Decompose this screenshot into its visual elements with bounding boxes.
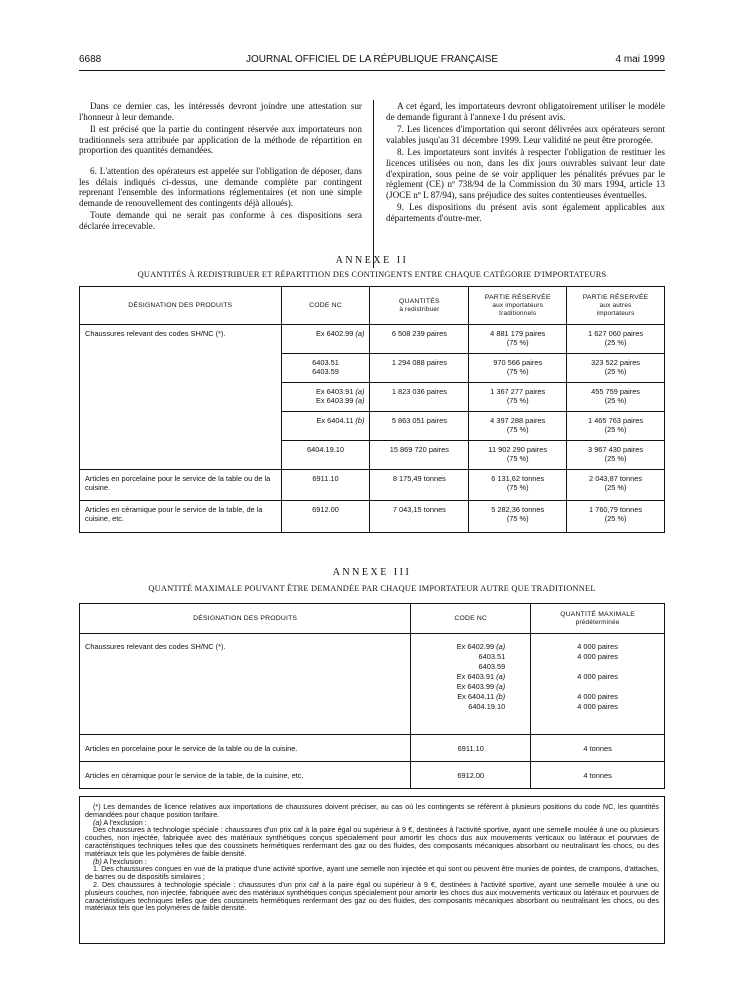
annexe-2-subtitle: QUANTITÉS À REDISTRIBUER ET RÉPARTITION DES CONTINGENTS ENTRE CHAQUE CATÉGORIE D'IMPORTATEURS	[137, 270, 607, 279]
other-share: 323 522 paires (25 %)	[567, 354, 665, 383]
intro-paragraph: 8. Les importateurs sont invités à respecter l'obligation de restituer les licences utilisées ou non, dans les dix jours ouvrables suivant leur date d'expiration, sous peine de se voir appliquer les pénalités prévues par le règlement (CE) nº 738/94 de la Commission du 30 mars 1994, article 13 (JOCE nº L 87/94), sans préjudice des suites contentieuses éventuelles.	[386, 147, 665, 200]
annexe-2-table	[79, 286, 665, 533]
page-number: 6688	[79, 54, 102, 65]
column-header: DÉSIGNATION DES PRODUITS	[80, 604, 411, 634]
table-row	[80, 470, 665, 501]
traditional-share: 1 367 277 paires (75 %)	[469, 383, 567, 412]
max-quantity: 4 tonnes	[531, 762, 665, 789]
traditional-share: 5 282,36 tonnes (75 %)	[469, 501, 567, 533]
code-nc: 6912.00	[411, 762, 531, 789]
max-quantity-list: 4 000 paires 4 000 paires 4 000 paires 4 000 paires 4 000 paires	[531, 634, 665, 735]
quantity: 1 294 088 paires	[370, 354, 469, 383]
other-share: 1 760,79 tonnes (25 %)	[567, 501, 665, 533]
table-row	[80, 325, 665, 354]
table-row	[80, 762, 665, 789]
traditional-share: 6 131,62 tonnes (75 %)	[469, 470, 567, 501]
footnote-b-heading: (b) A l'exclusion :	[93, 856, 147, 866]
intro-paragraph: 6. L'attention des opérateurs est appelée sur l'obligation de déposer, dans les délais indiqués ci-dessus, une demande complète par contingent reprenant l'ensemble des informations réglementaires (et non une simple demande de renouvellement des contingents déjà alloués).	[79, 165, 362, 208]
column-header: PARTIE RÉSERVÉE aux importateurs traditionnels	[469, 287, 567, 325]
quantity: 1 823 036 paires	[370, 383, 469, 412]
traditional-share: 4 397 288 paires (75 %)	[469, 412, 567, 441]
table-header-row	[80, 604, 665, 634]
footnote-star: (*) Les demandes de licence relatives aux importations de chaussures doivent préciser, au cas où les contingents se réfèrent à plusieurs positions du code NC, les quantités demandées pour chaque position tarifaire.	[85, 802, 659, 819]
quantity: 8 175,49 tonnes	[370, 470, 469, 501]
product-designation: Articles en céramique pour le service de la table, de la cuisine, etc.	[80, 762, 411, 789]
table-row	[80, 634, 665, 735]
column-header: DÉSIGNATION DES PRODUITS	[80, 287, 282, 325]
column-header: CODE NC	[281, 287, 370, 325]
intro-paragraph: Toute demande qui ne serait pas conforme à ces dispositions sera déclarée irrecevable.	[79, 210, 362, 231]
quantity: 7 043,15 tonnes	[370, 501, 469, 533]
quantity: 6 508 239 paires	[370, 325, 469, 354]
intro-paragraph: 7. Les licences d'importation qui seront délivrées aux opérateurs seront valables jusqu'au 31 décembre 1999. Leur validité ne peut être prorogée.	[386, 124, 665, 145]
code-nc: Ex 6404.11 (b)	[281, 412, 370, 441]
other-share: 1 465 763 paires (25 %)	[567, 412, 665, 441]
max-quantity: 4 tonnes	[531, 735, 665, 762]
annexe-3-subtitle: QUANTITÉ MAXIMALE POUVANT ÊTRE DEMANDÉE PAR CHAQUE IMPORTATEUR AUTRE QUE TRADITIONNEL	[148, 584, 596, 593]
annexe-3-heading: ANNEXE III	[332, 567, 412, 578]
page-header	[79, 54, 665, 68]
intro-paragraph: Il est précisé que la partie du contingent réservée aux importateurs non traditionnels sera attribuée par application de la méthode de répartition en proportion des quantités demandées.	[79, 124, 362, 156]
code-nc: 6911.10	[411, 735, 531, 762]
code-nc-list: Ex 6402.99 (a) 6403.51 6403.59 Ex 6403.91 (a) Ex 6403.99 (a) Ex 6404.11 (b) 6404.19.10	[411, 634, 531, 735]
traditional-share: 11 902 290 paires (75 %)	[469, 441, 567, 470]
footnote-a-heading: (a) A l'exclusion :	[93, 817, 147, 827]
annexe-2-heading: ANNEXE II	[335, 255, 409, 266]
intro-paragraph: Dans ce dernier cas, les intéressés devront joindre une attestation sur l'honneur à leur demande.	[79, 101, 362, 122]
table-row	[80, 501, 665, 533]
journal-title: JOURNAL OFFICIEL DE LA RÉPUBLIQUE FRANÇAISE	[245, 54, 499, 65]
product-designation: Chaussures relevant des codes SH/NC (*).	[80, 325, 282, 470]
intro-paragraph: 9. Les dispositions du présent avis sont également applicables aux départements d'outre-mer.	[386, 202, 665, 223]
column-header: QUANTITÉS à redistribuer	[370, 287, 469, 325]
footnote-b-item-1: 1. Des chaussures conçues en vue de la pratique d'une activité sportive, ayant une semelle non injectée et qui sont ou peuvent être munies de pointes, de crampons, d'attaches, de barres ou de dispositifs similaires ;	[85, 864, 659, 882]
product-designation: Articles en céramique pour le service de la table, de la cuisine, etc.	[80, 501, 282, 533]
other-share: 2 043,87 tonnes (25 %)	[567, 470, 665, 501]
quantity: 15 869 720 paires	[370, 441, 469, 470]
code-nc: 6403.51 6403.59	[281, 354, 370, 383]
footnote-a-body: Des chaussures à technologie spéciale : chaussures d'un prix caf à la paire égal ou supérieur à 9 €, destinées à l'activité sportive, ayant une semelle moulée à une ou plusieurs couches, non injectée, fabriquée avec des matériaux synthétiques conçus spécialement pour amortir les chocs dus aux mouvements verticaux ou latéraux et pourvues de caractéristiques techniques telles que des coussinets hermétiques renfermant des gaz ou des fluides, des composants mécaniques absorbant ou neutralisant les chocs, ou des matériaux tels que les polymères de faible densité.	[85, 825, 659, 858]
intro-right-column	[386, 101, 665, 226]
code-nc: Ex 6403.91 (a) Ex 6403.99 (a)	[281, 383, 370, 412]
intro-paragraph: A cet égard, les importateurs devront obligatoirement utiliser le modèle de demande figurant à l'annexe I du présent avis.	[386, 101, 665, 122]
table-row	[80, 735, 665, 762]
traditional-share: 4 881 179 paires (75 %)	[469, 325, 567, 354]
column-header: PARTIE RÉSERVÉE aux autres importateurs	[567, 287, 665, 325]
product-designation: Articles en porcelaine pour le service de la table ou de la cuisine.	[80, 735, 411, 762]
intro-left-column	[79, 101, 362, 234]
product-designation: Articles en porcelaine pour le service de la table ou de la cuisine.	[80, 470, 282, 501]
table-header-row	[80, 287, 665, 325]
product-designation: Chaussures relevant des codes SH/NC (*).	[80, 634, 411, 735]
code-nc: 6912.00	[281, 501, 370, 533]
code-nc: 6911.10	[281, 470, 370, 501]
other-share: 3 967 430 paires (25 %)	[567, 441, 665, 470]
code-nc: Ex 6402.99 (a)	[281, 325, 370, 354]
annexe-3-table	[79, 603, 665, 789]
column-header: QUANTITÉ MAXIMALE prédéterminée	[531, 604, 665, 634]
footnote-b-item-2: 2. Des chaussures à technologie spéciale : chaussures d'un prix caf à la paire égal ou supérieur à 9 €, destinées à l'activité sportive, ayant une semelle moulée à une ou plusieurs couches, non injectée, fabriquée avec des matériaux synthétiques conçus spécialement pour amortir les chocs dus aux mouvements verticaux ou latéraux et pourvues de caractéristiques techniques telles que des coussinets hermétiques renfermant des gaz ou des fluides, des composants mécaniques absorbant ou neutralisant les chocs, ou des matériaux tels que les polymères de faible densité.	[85, 879, 659, 913]
column-header: CODE NC	[411, 604, 531, 634]
footnote-box	[79, 796, 665, 944]
quantity: 5 863 051 paires	[370, 412, 469, 441]
issue-date: 4 mai 1999	[615, 54, 665, 65]
header-rule	[79, 70, 665, 71]
other-share: 1 627 060 paires (25 %)	[567, 325, 665, 354]
code-nc: 6404.19.10	[281, 441, 370, 470]
other-share: 455 759 paires (25 %)	[567, 383, 665, 412]
traditional-share: 970 566 paires (75 %)	[469, 354, 567, 383]
column-divider	[373, 100, 374, 268]
